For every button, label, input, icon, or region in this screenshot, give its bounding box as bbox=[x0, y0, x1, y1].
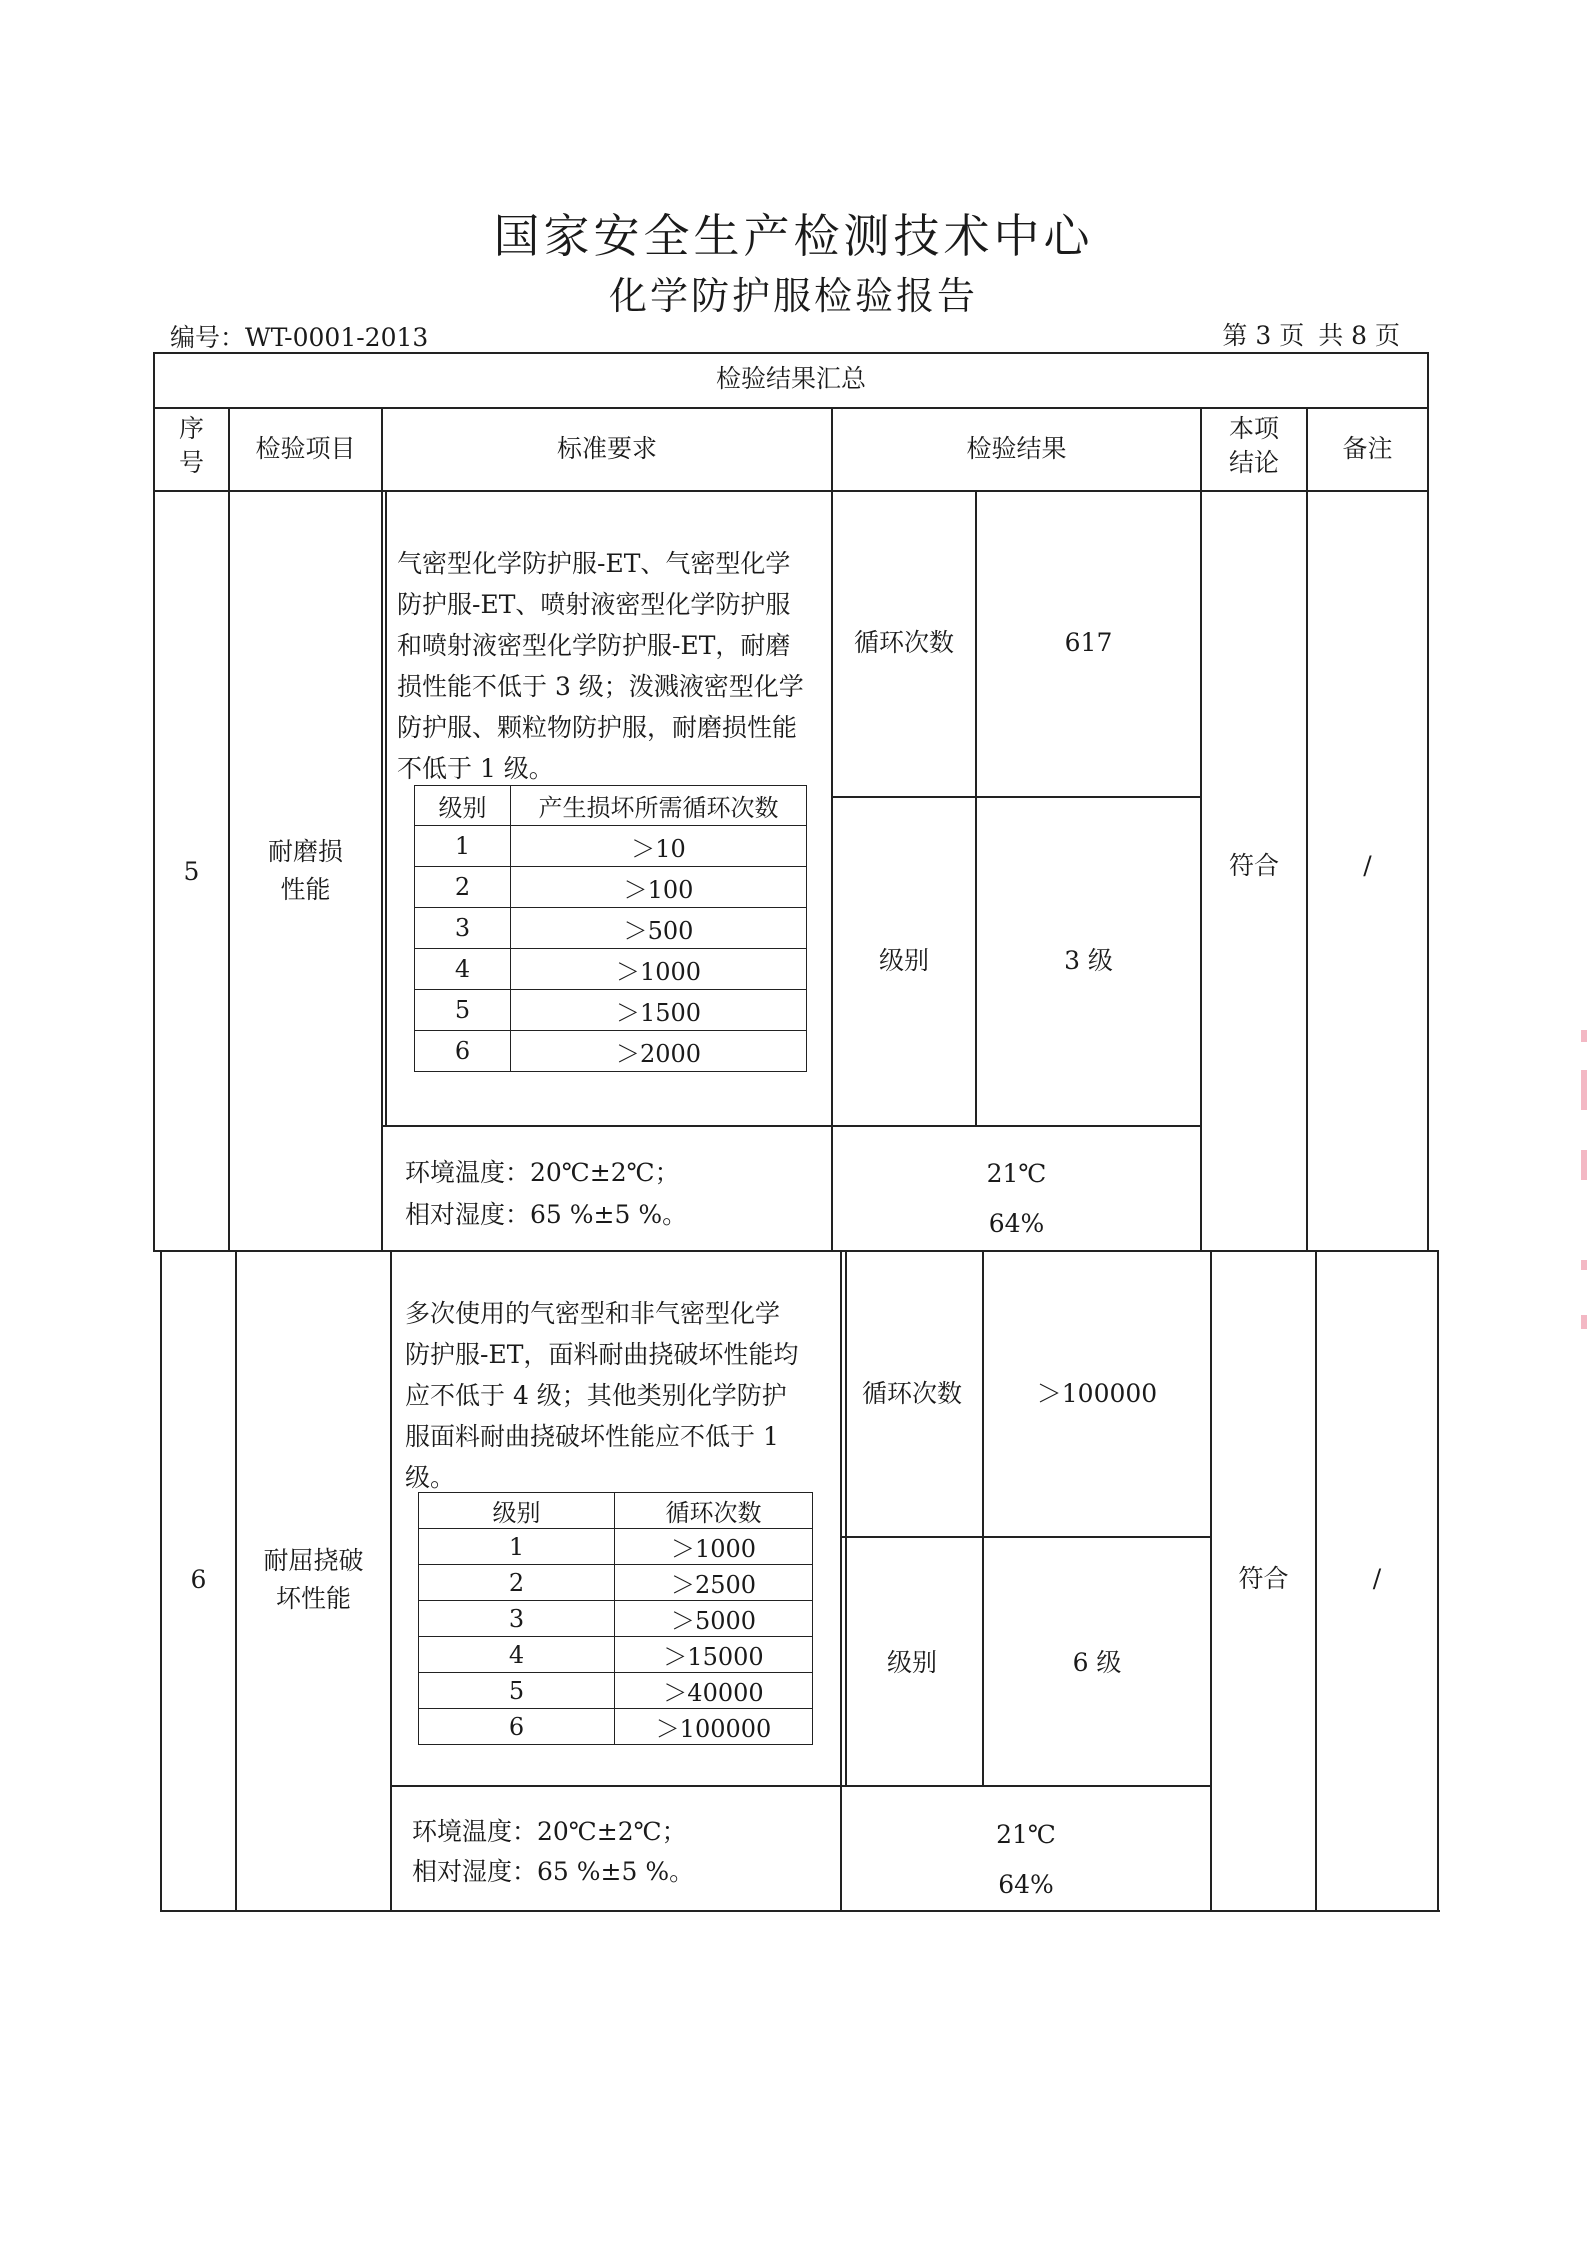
report-title: 化学防护服检验报告 bbox=[608, 274, 978, 318]
grade-cycles: ＞2000 bbox=[511, 1031, 807, 1072]
table-divider bbox=[153, 490, 1428, 492]
grade-cycles: ＞5000 bbox=[615, 1601, 813, 1637]
env-humidity-measured: 64% bbox=[988, 1209, 1045, 1238]
env-humidity-requirement: 相对湿度：65 %±5 %。 bbox=[412, 1857, 695, 1886]
col-header-item: 检验项目 bbox=[255, 434, 356, 463]
row-item-line: 耐屈挠破 bbox=[263, 1546, 364, 1575]
row-conclusion: 符合 bbox=[1228, 851, 1279, 880]
requirement-line: 防护服-ET、喷射液密型化学防护服 bbox=[397, 590, 791, 619]
requirement-line: 应不低于 4 级；其他类别化学防护 bbox=[405, 1381, 787, 1410]
grade-table bbox=[418, 1492, 813, 1745]
col-line bbox=[1306, 407, 1308, 1252]
table-caption: 检验结果汇总 bbox=[715, 364, 866, 393]
grade-cycles: ＞2500 bbox=[615, 1565, 813, 1601]
col-header-conclusion-line: 本项 bbox=[1228, 414, 1279, 443]
row-item bbox=[230, 833, 381, 909]
grade-cycles: ＞100000 bbox=[615, 1709, 813, 1745]
requirement-line: 和喷射液密型化学防护服-ET，耐磨 bbox=[397, 631, 791, 660]
env-humidity-requirement: 相对湿度：65 %±5 %。 bbox=[405, 1200, 688, 1229]
col-header-seq-line: 号 bbox=[178, 448, 204, 477]
table-border-left bbox=[153, 352, 155, 1252]
requirement-line: 气密型化学防护服-ET、气密型化学 bbox=[397, 549, 791, 578]
result-cycles-value: ＞100000 bbox=[1036, 1379, 1158, 1408]
col-line bbox=[1200, 407, 1202, 1252]
table-border-top bbox=[153, 352, 1428, 354]
report-org-title: 国家安全生产检测技术中心 bbox=[493, 209, 1094, 263]
col-line bbox=[228, 407, 230, 1252]
row-item-line: 性能 bbox=[280, 875, 331, 904]
requirement-line: 不低于 1 级。 bbox=[397, 754, 554, 783]
env-measured bbox=[833, 1149, 1200, 1249]
grade-header-cycles: 产生损坏所需循环次数 bbox=[511, 786, 807, 826]
col-header-remark: 备注 bbox=[1342, 434, 1393, 463]
env-conditions bbox=[405, 1152, 825, 1236]
grade-level: 5 bbox=[419, 1673, 615, 1709]
col-header-seq bbox=[155, 412, 228, 480]
result-grade-label: 级别 bbox=[878, 946, 929, 975]
grade-level: 4 bbox=[415, 949, 511, 990]
result-grade-label: 级别 bbox=[886, 1648, 937, 1677]
env-conditions bbox=[412, 1812, 832, 1892]
result-cycles-label: 循环次数 bbox=[853, 628, 954, 657]
grade-cycles: ＞1500 bbox=[511, 990, 807, 1031]
grade-level: 2 bbox=[415, 867, 511, 908]
row-seq: 6 bbox=[190, 1565, 207, 1594]
grade-cycles: ＞500 bbox=[511, 908, 807, 949]
row-item-line: 耐磨损 bbox=[267, 837, 343, 866]
grade-header-cycles: 循环次数 bbox=[615, 1493, 813, 1529]
col-header-result: 检验结果 bbox=[966, 434, 1067, 463]
requirement-line: 防护服、颗粒物防护服，耐磨损性能 bbox=[397, 713, 798, 742]
grade-header-level: 级别 bbox=[419, 1493, 615, 1529]
row-item-line: 坏性能 bbox=[275, 1584, 351, 1613]
page-current: 第 3 页 bbox=[1222, 321, 1305, 350]
col-header-conclusion-line: 结论 bbox=[1228, 448, 1279, 477]
requirement-line: 防护服-ET，面料耐曲挠破坏性能均 bbox=[405, 1340, 799, 1369]
env-temp-measured: 21℃ bbox=[996, 1820, 1056, 1849]
grade-cycles: ＞1000 bbox=[615, 1529, 813, 1565]
row-remark: / bbox=[1363, 851, 1372, 880]
grade-cycles: ＞1000 bbox=[511, 949, 807, 990]
table-border-right bbox=[1427, 352, 1429, 1252]
row-requirement bbox=[397, 543, 827, 789]
seal-trace bbox=[1581, 1150, 1587, 1180]
row-line bbox=[833, 796, 1200, 798]
grade-cycles: ＞40000 bbox=[615, 1673, 813, 1709]
env-temp-measured: 21℃ bbox=[986, 1159, 1047, 1188]
row-line bbox=[842, 1536, 1210, 1538]
grade-table bbox=[414, 785, 807, 1072]
seal-trace bbox=[1581, 1315, 1587, 1329]
grade-cycles: ＞100 bbox=[511, 867, 807, 908]
table-border-bottom bbox=[160, 1910, 1440, 1912]
seal-trace bbox=[1581, 1070, 1587, 1110]
col-line bbox=[845, 1250, 847, 1785]
requirement-line: 级。 bbox=[405, 1463, 456, 1492]
row-seq: 5 bbox=[183, 857, 200, 886]
result-grade-value: 3 级 bbox=[1064, 946, 1113, 975]
result-grade-value: 6 级 bbox=[1072, 1648, 1122, 1677]
grade-level: 6 bbox=[419, 1709, 615, 1745]
col-line bbox=[975, 490, 977, 1125]
grade-level: 2 bbox=[419, 1565, 615, 1601]
grade-level: 6 bbox=[415, 1031, 511, 1072]
requirement-line: 多次使用的气密型和非气密型化学 bbox=[405, 1299, 781, 1328]
row-remark: / bbox=[1372, 1564, 1382, 1593]
table-border-right bbox=[1437, 1250, 1439, 1912]
grade-level: 3 bbox=[415, 908, 511, 949]
grade-level: 3 bbox=[419, 1601, 615, 1637]
row-line bbox=[381, 1125, 1200, 1127]
doc-number: 编号：WT-0001-2013 bbox=[170, 323, 429, 352]
col-line bbox=[390, 1250, 392, 1912]
env-temp-requirement: 环境温度：20℃±2℃； bbox=[412, 1817, 687, 1846]
table-divider bbox=[155, 1250, 1438, 1252]
page-number bbox=[1216, 316, 1400, 352]
env-humidity-measured: 64% bbox=[998, 1870, 1054, 1899]
grade-cycles: ＞15000 bbox=[615, 1637, 813, 1673]
col-header-seq-line: 序 bbox=[178, 414, 204, 443]
row-conclusion: 符合 bbox=[1238, 1564, 1289, 1593]
row-requirement bbox=[405, 1293, 830, 1498]
row-item bbox=[237, 1542, 390, 1618]
col-header-conclusion bbox=[1202, 412, 1306, 480]
table-divider bbox=[153, 407, 1428, 409]
row-line bbox=[390, 1785, 1210, 1787]
grade-header-level: 级别 bbox=[415, 786, 511, 826]
col-header-standard: 标准要求 bbox=[556, 434, 657, 463]
seal-trace bbox=[1581, 1260, 1587, 1270]
col-line bbox=[385, 490, 387, 1125]
grade-level: 5 bbox=[415, 990, 511, 1031]
env-temp-requirement: 环境温度：20℃±2℃； bbox=[405, 1158, 680, 1187]
seal-trace bbox=[1581, 1030, 1587, 1042]
result-cycles-value: 617 bbox=[1064, 628, 1113, 657]
grade-level: 4 bbox=[419, 1637, 615, 1673]
grade-cycles: ＞10 bbox=[511, 826, 807, 867]
requirement-line: 损性能不低于 3 级；泼溅液密型化学 bbox=[397, 672, 804, 701]
requirement-line: 服面料耐曲挠破坏性能应不低于 1 bbox=[405, 1422, 779, 1451]
page-total: 共 8 页 bbox=[1318, 321, 1400, 350]
col-line bbox=[982, 1250, 984, 1785]
result-cycles-label: 循环次数 bbox=[861, 1379, 962, 1408]
grade-level: 1 bbox=[419, 1529, 615, 1565]
env-measured bbox=[842, 1810, 1210, 1910]
grade-level: 1 bbox=[415, 826, 511, 867]
